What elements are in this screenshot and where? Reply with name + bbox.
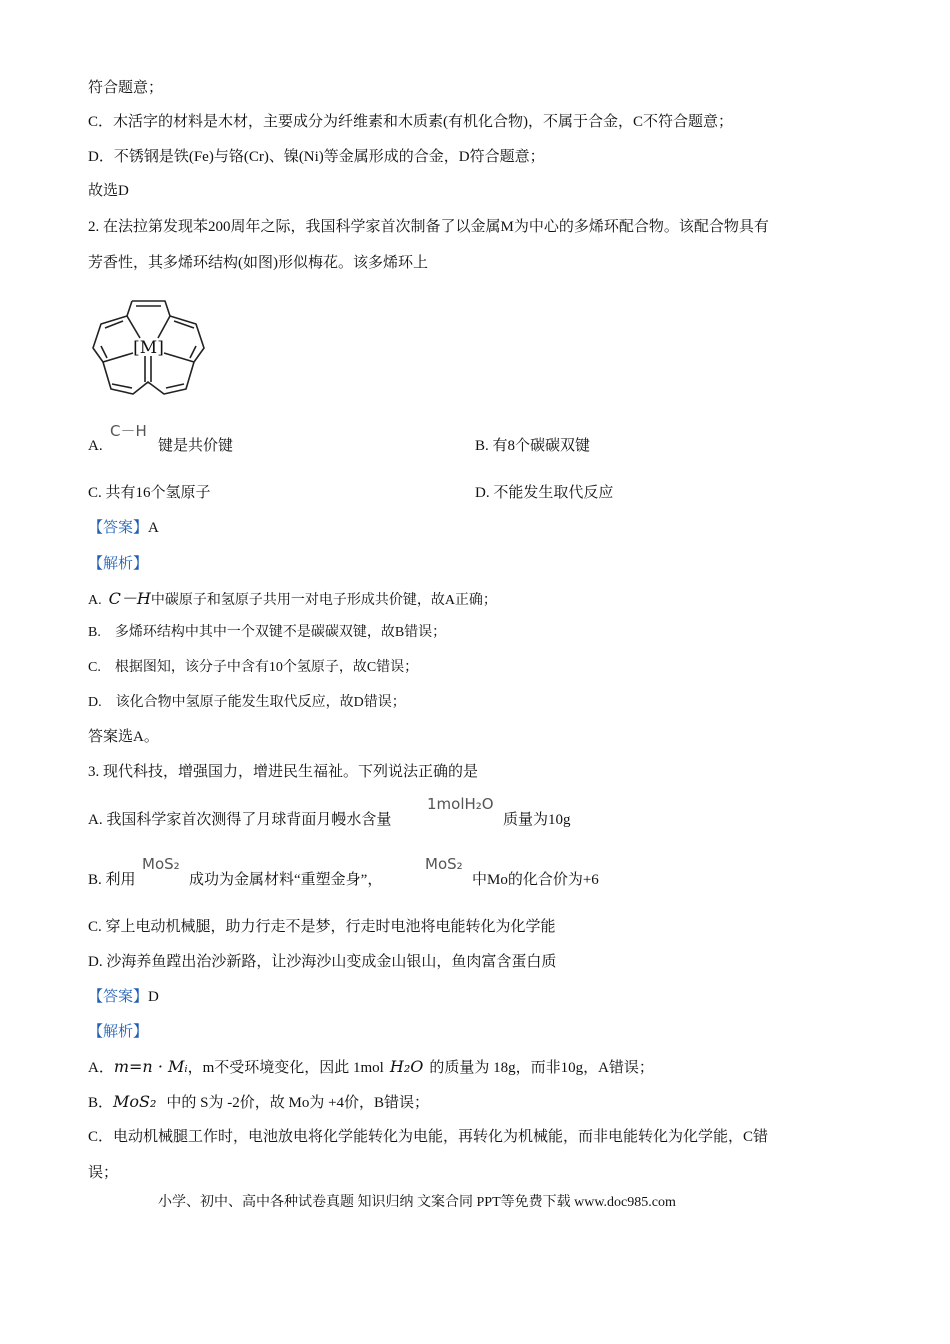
q3-option-b-mid: 成功为金属材料“重塑金身”， (189, 872, 383, 888)
q3-analysis-tag: 【解析】 (88, 1024, 149, 1040)
q3-analysis-a (88, 1057, 654, 1078)
q3-analysis-c-line-2: 误； (88, 1165, 119, 1181)
analysis-a-prefix: A． (88, 1060, 114, 1076)
question-2-stem-a: 2. 在法拉第发现苯200周年之际，我国科学家首次制备了以金属M为中心的多烯环配合物。该配合物具有 (88, 219, 769, 235)
q2-analysis-tag: 【解析】 (88, 556, 149, 572)
q2-analysis-final: 答案选A。 (88, 729, 159, 745)
q2-analysis-b: B. 多烯环结构中其中一个双键不是碳碳双键，故B错误； (88, 625, 447, 640)
analysis-a-formula: m=n · Mᵢ (113, 1057, 188, 1076)
text-line-3: D．不锈钢是铁(Fe)与铬(Cr)、镍(Ni)等金属形成的合金，D符合题意； (88, 149, 545, 165)
text-line-4: 故选D (88, 183, 129, 199)
analysis-a-formula-2: H₂O (389, 1057, 424, 1076)
page-footer: 小学、初中、高中各种试卷真题 知识归纳 文案合同 PPT等免费下载 www.doc985.com (158, 1195, 676, 1210)
option-a-formula: C－H (110, 422, 147, 440)
option-c: C. 共有16个氢原子 (88, 485, 211, 501)
analysis-b-prefix: B． (88, 1095, 114, 1111)
q3-option-b-formula-1: MoS₂ (142, 855, 180, 873)
q3-option-b-formula-2: MoS₂ (425, 855, 463, 873)
metal-center-label: [M] (133, 338, 164, 358)
q2-analysis-c: C. 根据图知，该分子中含有10个氢原子，故C错误； (88, 660, 419, 675)
q3-option-b-post: 中Mo的化合价为+6 (472, 872, 599, 888)
q3-option-a-formula: 1molH₂O (427, 795, 494, 813)
option-a-text: 键是共价键 (158, 438, 234, 454)
answer-value: D (148, 989, 159, 1005)
q3-option-a-pre: A. 我国科学家首次测得了月球背面月幔水含量 (88, 812, 392, 828)
q2-analysis-d: D. 该化合物中氢原子能发生取代反应，故D错误； (88, 695, 406, 710)
q3-option-c: C. 穿上电动机械腿，助力行走不是梦，行走时电池将电能转化为化学能 (88, 919, 556, 935)
answer-tag: 【答案】 (88, 520, 149, 536)
question-2-stem-b: 芳香性，其多烯环结构(如图)形似梅花。该多烯环上 (88, 255, 428, 271)
q2-answer (88, 518, 159, 538)
analysis-a-text: ，m不受环境变化，因此 1mol (187, 1060, 384, 1076)
analysis-a-prefix: A. (88, 593, 102, 608)
q3-answer (88, 987, 159, 1007)
option-b: B. 有8个碳碳双键 (475, 438, 591, 454)
analysis-b-formula: MoS₂ (113, 1092, 157, 1111)
answer-tag: 【答案】 (88, 989, 149, 1005)
q3-analysis-b (88, 1092, 429, 1113)
option-d: D. 不能发生取代反应 (475, 485, 614, 501)
text-line-2: C．木活字的材料是木材，主要成分为纤维素和木质素(有机化合物)，不属于合金，C不符合题意； (88, 114, 734, 130)
option-a-prefix: A. (88, 438, 103, 454)
analysis-a-formula: C－H (108, 589, 151, 608)
q3-analysis-c-line-1: C．电动机械腿工作时，电池放电将化学能转化为电能，再转化为机械能，而非电能转化为化学能，C错 (88, 1129, 769, 1145)
q2-analysis-a (88, 589, 497, 611)
text-line-1: 符合题意； (88, 80, 164, 96)
analysis-a-text: 中碳原子和氢原子共用一对电子形成共价键，故A正确； (150, 593, 497, 608)
q3-option-b-pre: B. 利用 (88, 872, 136, 888)
question-3-stem: 3. 现代科技，增强国力，增进民生福祉。下列说法正确的是 (88, 764, 479, 780)
polyene-ring-diagram (86, 286, 211, 404)
analysis-a-text-2: 的质量为 18g，而非10g，A错误； (429, 1060, 654, 1076)
q3-option-a-post: 质量为10g (503, 812, 571, 828)
q3-option-d: D. 沙海养鱼蹚出治沙新路，让沙海沙山变成金山银山，鱼肉富含蛋白质 (88, 954, 557, 970)
answer-value: A (148, 520, 159, 536)
analysis-b-text: 中的 S为 -2价，故 Mo为 +4价，B错误； (166, 1095, 430, 1111)
